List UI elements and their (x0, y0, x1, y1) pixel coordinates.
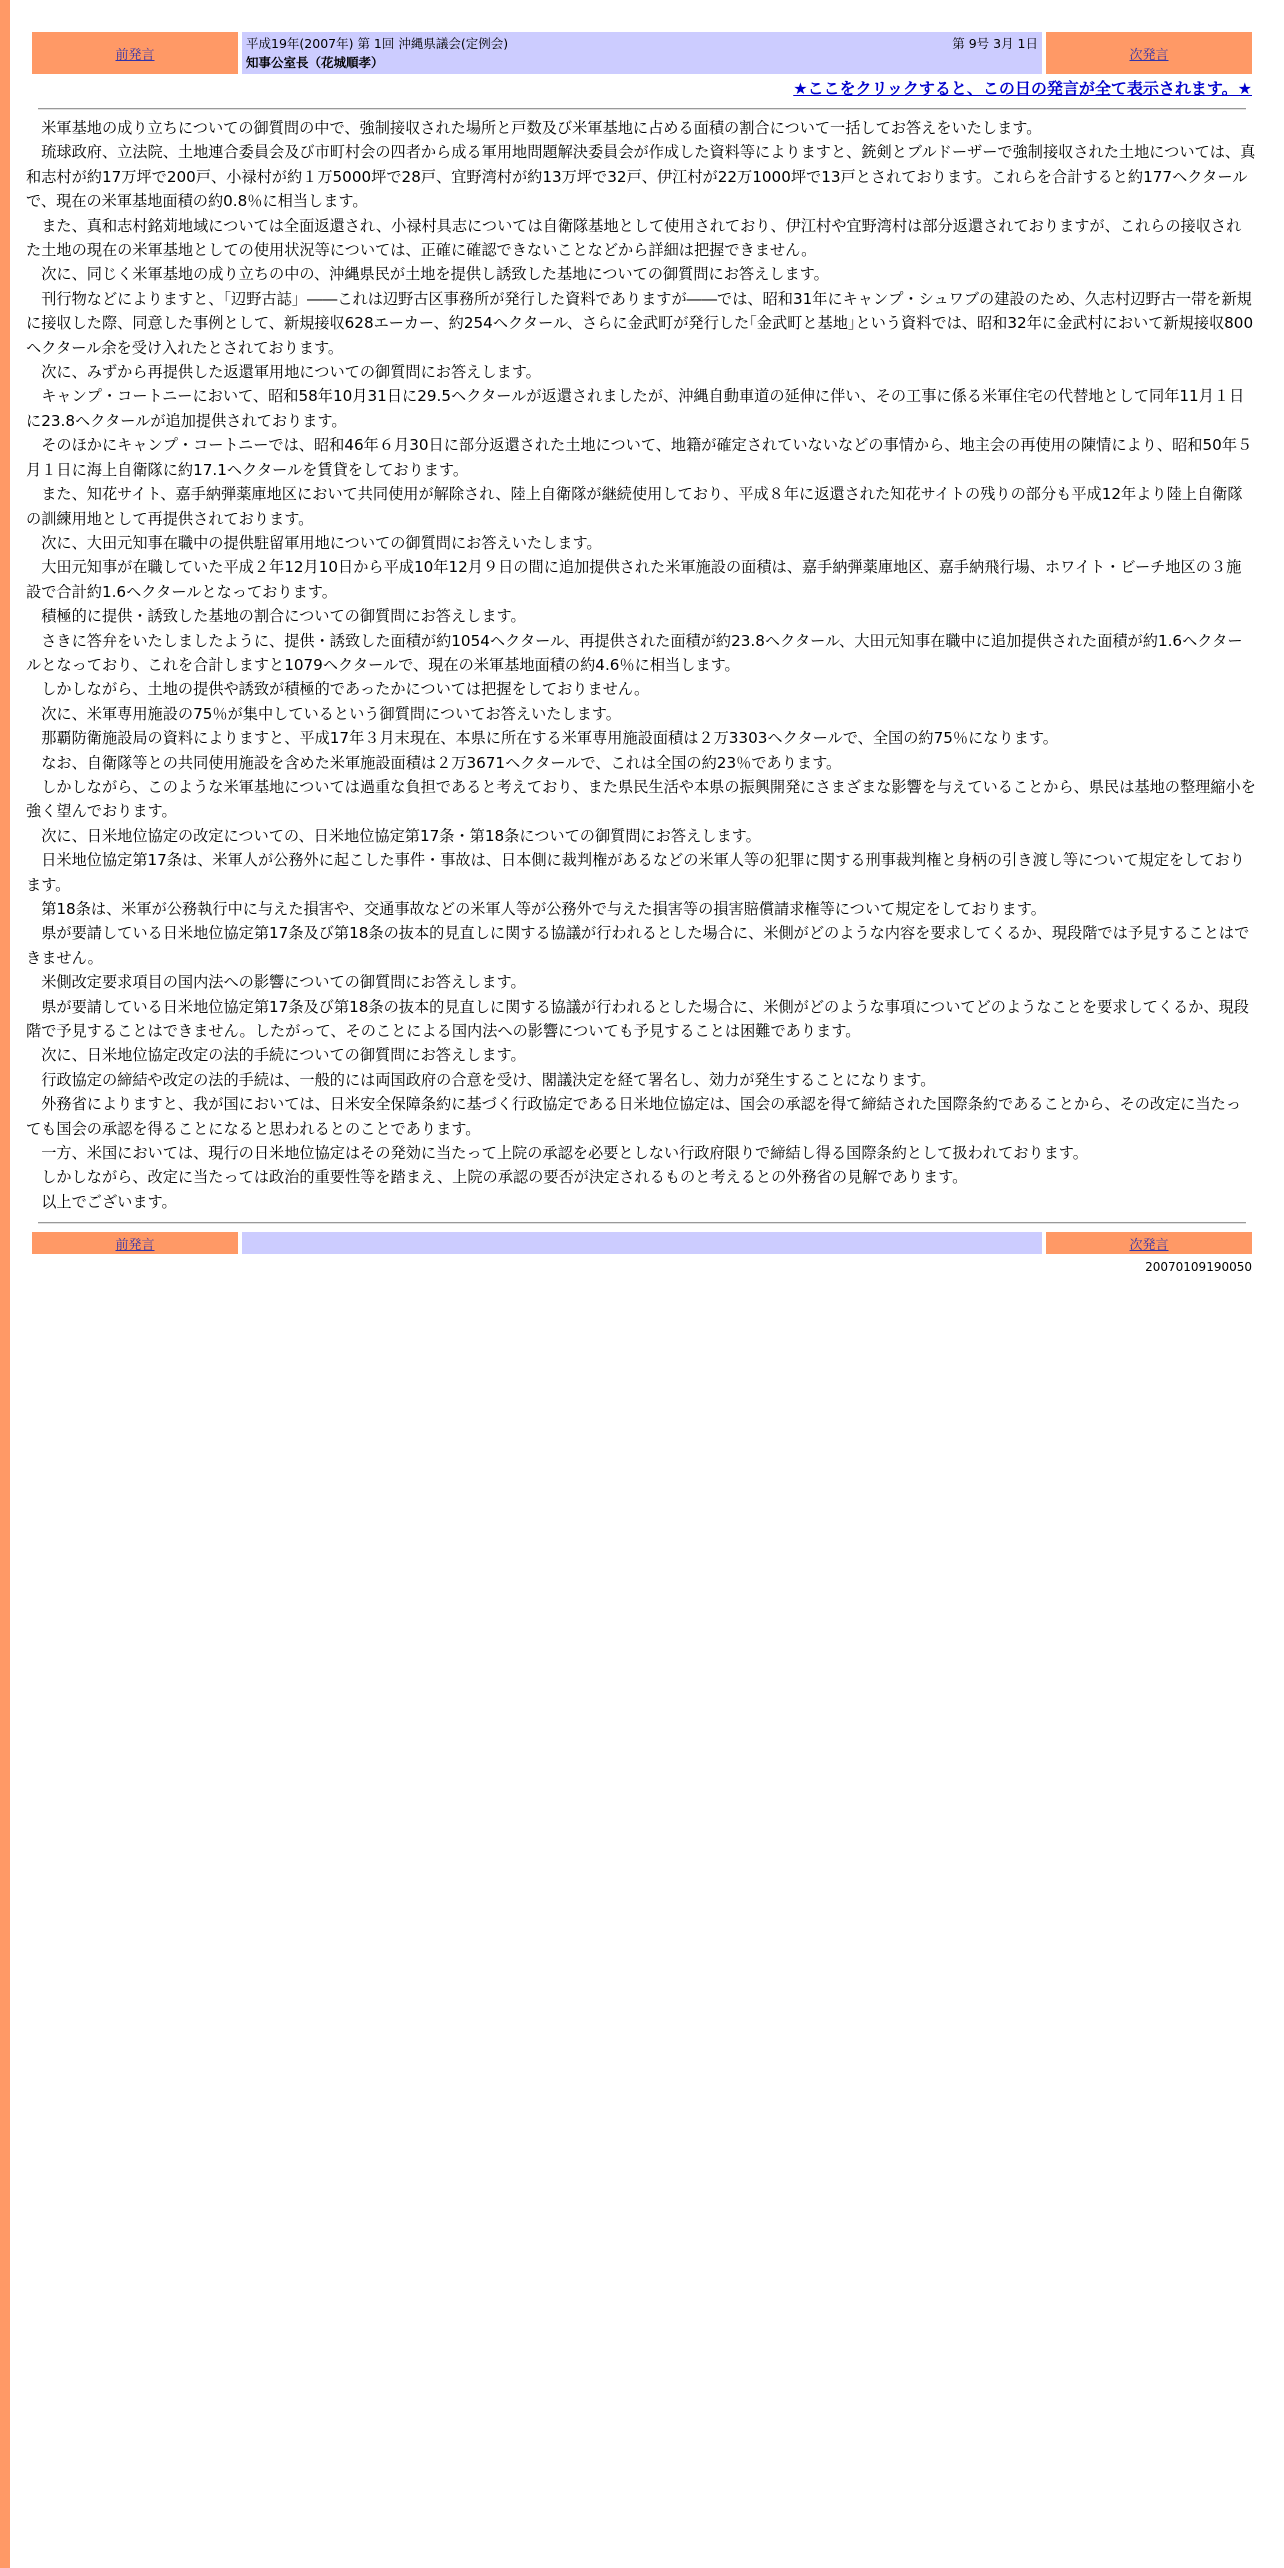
speech-paragraph: 県が要請している日米地位協定第17条及び第18条の抜本的見直しに関する協議が行われるとした場合に、米側がどのような内容を要求してくるか、現段階では予見することはできません。 (26, 924, 1250, 967)
prev-speech-link[interactable]: 前発言 (115, 47, 155, 63)
speech-paragraph: キャンプ・コートニーにおいて、昭和58年10月31日に29.5ヘクタールが返還されましたが、沖縄自動車道の延伸に伴い、その工事に係る米軍住宅の代替地として同年11月１日に23.8ヘクタールが追加提供されております。 (26, 387, 1245, 430)
speech-paragraph: 行政協定の締結や改定の法的手続は、一般的には両国政府の合意を受け、閣議決定を経て署名し、効力が発生することになります。 (41, 1070, 936, 1089)
next-speech-link-bottom[interactable]: 次発言 (1129, 1237, 1169, 1253)
speech-paragraph: 以上でございます。 (41, 1192, 177, 1211)
speech-paragraph: 那覇防衛施設局の資料によりますと、平成17年３月末現在、本県に所在する米軍専用施設面積は２万3303ヘクタールで、全国の約75％になります。 (41, 729, 1058, 748)
left-accent-bar (0, 0, 10, 2568)
speech-paragraph: しかしながら、改定に当たっては政治的重要性等を踏まえ、上院の承認の要否が決定されるものと考えるとの外務省の見解であります。 (41, 1168, 968, 1187)
speech-paragraph: しかしながら、土地の提供や誘致が積極的であったかについては把握をしておりません。 (41, 680, 650, 699)
show-all-link[interactable]: ★ここをクリックすると、この日の発言が全て表示されます。★ (793, 79, 1252, 98)
speech-paragraph: 次に、日米地位協定改定の法的手続についての御質問にお答えします。 (41, 1046, 526, 1065)
bottom-divider (38, 1222, 1246, 1224)
speech-paragraph: そのほかにキャンプ・コートニーでは、昭和46年６月30日に部分返還された土地について、地籍が確定されていないなどの事情から、地主会の再使用の陳情により、昭和50年５月１日に海上自衛隊に約17.1ヘクタールを賃貸をしております。 (26, 436, 1253, 479)
speech-paragraph: 外務省によりますと、我が国においては、日米安全保障条約に基づく行政協定である日米地位協定は、国会の承認を得て締結された国際条約であることから、その改定に当たっても国会の承認を得ることになると思われるとのことであります。 (26, 1095, 1241, 1138)
page-container (26, 32, 1256, 1275)
speaker-name: 知事公室長（花城順孝） (246, 55, 384, 70)
speech-paragraph: 次に、みずから再提供した返還軍用地についての御質問にお答えします。 (41, 363, 541, 382)
next-speech-cell (1046, 32, 1252, 74)
speech-paragraph: 米軍基地の成り立ちについての御質問の中で、強制接収された場所と戸数及び米軍基地に占める面積の割合について一括してお答えをいたします。 (41, 119, 1042, 137)
session-info (242, 32, 1042, 74)
speech-paragraph: 次に、同じく米軍基地の成り立ちの中の、沖縄県民が土地を提供し誘致した基地についての御質問にお答えします。 (41, 265, 829, 284)
speech-paragraph: 積極的に提供・誘致した基地の割合についての御質問にお答えします。 (41, 607, 526, 626)
speech-paragraph: なお、自衛隊等との共同使用施設を含めた米軍施設面積は２万3671ヘクタールで、これは全国の約23％であります。 (41, 753, 842, 772)
speech-paragraph: 次に、米軍専用施設の75％が集中しているという御質問についてお答えいたします。 (41, 704, 621, 723)
speech-paragraph: しかしながら、このような米軍基地については過重な負担であると考えており、また県民生活や本県の振興開発にさまざまな影響を与えていることから、県民は基地の整理縮小を強く望んでおります。 (26, 777, 1256, 821)
prev-speech-cell (32, 32, 238, 74)
speech-paragraph: 一方、米国においては、現行の日米地位協定はその発効に当たって上院の承認を必要としない行政府限りで締結し得る国際条約として扱われております。 (41, 1144, 1088, 1163)
speech-paragraph: 次に、日米地位協定の改定についての、日米地位協定第17条・第18条についての御質問にお答えします。 (41, 826, 761, 845)
speech-paragraph: 米側改定要求項目の国内法への影響についての御質問にお答えします。 (41, 973, 526, 992)
speech-paragraph: 日米地位協定第17条は、米軍人が公務外に起こした事件・事故は、日本側に裁判権があるなどの米軍人等の犯罪に関する刑事裁判権と身柄の引き渡し等について規定をしております。 (26, 851, 1245, 894)
speech-paragraph: 県が要請している日米地位協定第17条及び第18条の抜本的見直しに関する協議が行われるとした場合に、米側がどのような事項についてどのようなことを要求してくるか、現段階で予見することはできません。したがって、そのことによる国内法への影響についても予見することは困難であります。 (26, 997, 1249, 1041)
speech-paragraph: 第18条は、米軍が公務執行中に与えた損害や、交通事故などの米軍人等が公務外で与えた損害等の損害賠償請求権等について規定をしております。 (41, 900, 1046, 918)
top-navigation (32, 32, 1252, 74)
speech-paragraph: また、真和志村銘苅地域については全面返還され、小禄村具志については自衛隊基地として使用されており、伊江村や宜野湾村は部分返還されておりますが、これらの接収された土地の現在の米軍基地としての使用状況等については、正確に確認できないことなどから詳細は把握できません。 (26, 216, 1242, 260)
speech-paragraph: また、知花サイト、嘉手納弾薬庫地区において共同使用が解除され、陸上自衛隊が継続使用しており、平成８年に返還された知花サイトの残りの部分も平成12年より陸上自衛隊の訓練用地として再提供されております。 (26, 485, 1243, 528)
speech-paragraph: 次に、大田元知事在職中の提供駐留軍用地についての御質問にお答えいたします。 (41, 533, 602, 552)
speech-paragraph: 琉球政府、立法院、土地連合委員会及び市町村会の四者から成る軍用地問題解決委員会が作成した資料等によりますと、銃剣とブルドーザーで強制接収された土地については、真和志村が約17万坪で200戸、小禄村が約１万5000坪で28戸、宜野湾村が約13万坪で32戸、伊江村が22万1000坪で13戸とされております。これらを合計すると約177ヘクタールで、現在の米軍基地面積の約0.8％に相当します。 (26, 143, 1256, 211)
prev-speech-link-bottom[interactable]: 前発言 (115, 1237, 155, 1253)
bottom-info-bar (242, 1232, 1042, 1254)
document-id: 20070109190050 (1145, 1260, 1252, 1275)
speech-paragraph: さきに答弁をいたしましたように、提供・誘致した面積が約1054ヘクタール、再提供された面積が約23.8ヘクタール、大田元知事在職中に追加提供された面積が約1.6ヘクタールとなっており、これを合計しますと1079ヘクタールで、現在の米軍基地面積の約4.6％に相当します。 (26, 631, 1243, 674)
bottom-navigation (32, 1232, 1252, 1254)
speech-body (26, 116, 1256, 1214)
show-all-container (32, 78, 1252, 100)
speech-paragraph: 大田元知事が在職していた平成２年12月10日から平成10年12月９日の間に追加提供された米軍施設の面積は、嘉手納弾薬庫地区、嘉手納飛行場、ホワイト・ビーチ地区の３施設で合計約1.6ヘクタールとなっております。 (26, 558, 1242, 601)
speech-paragraph: 刊行物などによりますと、「辺野古誌」――これは辺野古区事務所が発行した資料でありますが――では、昭和31年にキャンプ・シュワブの建設のため、久志村辺野古一帯を新規に接収した際、同意した事例として、新規接収628エーカー、約254ヘクタール、さらに金武町が発行した｢金武町と基地｣という資料では、昭和32年に金武村において新規接収800ヘクタール余を受け入れたとされております。 (26, 289, 1254, 357)
session-date: 第 9号 3月 1日 (952, 36, 1038, 51)
next-speech-link[interactable]: 次発言 (1129, 47, 1169, 63)
top-divider (38, 108, 1246, 110)
next-speech-cell-bottom (1046, 1232, 1252, 1254)
prev-speech-cell-bottom (32, 1232, 238, 1254)
session-title: 平成19年(2007年) 第 1回 沖縄県議会(定例会) (246, 36, 509, 51)
